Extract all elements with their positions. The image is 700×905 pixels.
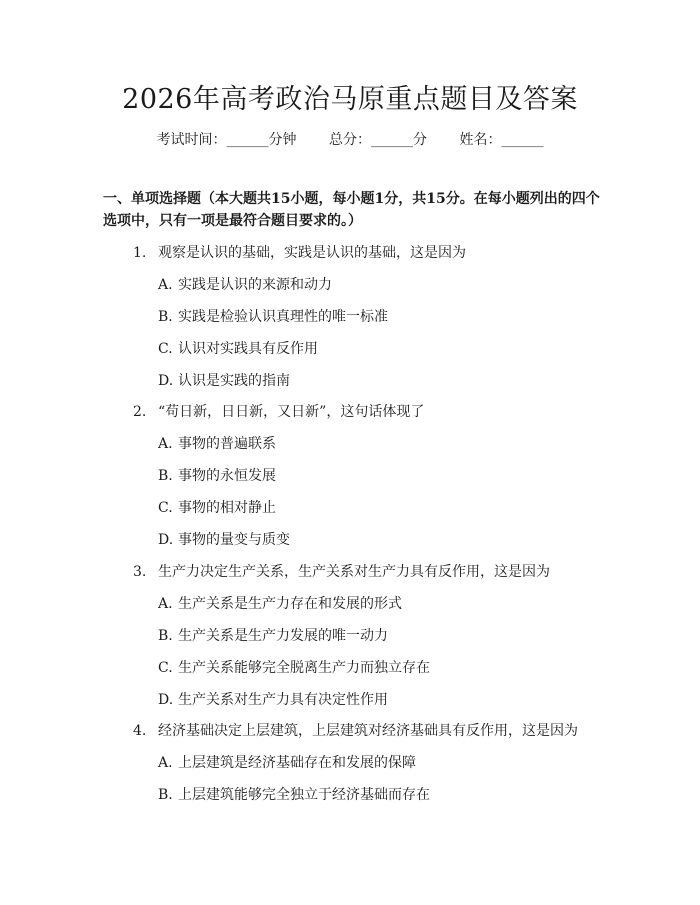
student-name-label: 姓名：______ — [459, 132, 544, 148]
question-2-option-a — [158, 434, 276, 454]
question-1-stem — [133, 243, 466, 263]
question-1-option-b — [158, 307, 388, 327]
question-1-option-a — [158, 275, 332, 295]
question-text: “苟日新，日日新，又日新”，这句话体现了 — [158, 404, 425, 420]
question-3-stem — [133, 562, 550, 582]
option-text: 上层建筑能够完全独立于经济基础而存在 — [178, 787, 430, 803]
option-text: 生产关系是生产力存在和发展的形式 — [178, 596, 402, 612]
question-3-option-d — [158, 690, 388, 710]
question-2-stem — [133, 402, 424, 422]
question-2-option-c — [158, 498, 276, 518]
option-text: 实践是检验认识真理性的唯一标准 — [178, 309, 388, 325]
option-letter: A. — [158, 755, 173, 771]
exam-meta-line — [0, 130, 700, 150]
question-3-option-a — [158, 594, 402, 614]
question-number: 1. — [133, 245, 147, 261]
question-1-option-d — [158, 371, 290, 391]
question-4-option-a — [158, 753, 416, 773]
option-letter: D. — [158, 373, 174, 389]
option-letter: B. — [158, 787, 173, 803]
question-3-option-b — [158, 626, 388, 646]
option-letter: C. — [158, 500, 173, 516]
question-4-stem — [133, 721, 578, 741]
total-score-label: 总分：______分 — [329, 132, 427, 148]
option-text: 事物的永恒发展 — [178, 468, 276, 484]
option-letter: B. — [158, 628, 173, 644]
option-letter: C. — [158, 341, 173, 357]
option-letter: A. — [158, 596, 173, 612]
option-text: 事物的量变与质变 — [178, 532, 290, 548]
question-number: 4. — [133, 723, 147, 739]
option-text: 事物的普遍联系 — [178, 436, 276, 452]
exam-time-label: 考试时间：______分钟 — [156, 132, 297, 148]
question-1-option-c — [158, 339, 318, 359]
option-text: 生产关系对生产力具有决定性作用 — [178, 692, 388, 708]
option-letter: D. — [158, 532, 174, 548]
option-letter: A. — [158, 436, 173, 452]
question-2-option-b — [158, 466, 276, 486]
option-letter: B. — [158, 468, 173, 484]
option-text: 生产关系是生产力发展的唯一动力 — [178, 628, 388, 644]
question-text: 生产力决定生产关系，生产关系对生产力具有反作用，这是因为 — [158, 564, 550, 580]
question-4-option-b — [158, 785, 430, 805]
option-text: 上层建筑是经济基础存在和发展的保障 — [178, 755, 416, 771]
question-number: 2. — [133, 404, 147, 420]
page-title: 2026年高考政治马原重点题目及答案 — [122, 84, 578, 115]
option-text: 认识是实践的指南 — [178, 373, 290, 389]
question-2-option-d — [158, 530, 290, 550]
option-letter: C. — [158, 660, 173, 676]
option-text: 事物的相对静止 — [178, 500, 276, 516]
question-number: 3. — [133, 564, 147, 580]
option-letter: A. — [158, 277, 173, 293]
option-text: 认识对实践具有反作用 — [178, 341, 318, 357]
section-heading: 一、单项选择题（本大题共15小题，每小题1分，共15分。在每小题列出的四个选项中，只有一项是最符合题目要求的。） — [103, 191, 600, 229]
question-text: 观察是认识的基础，实践是认识的基础，这是因为 — [158, 245, 466, 261]
option-letter: B. — [158, 309, 173, 325]
option-text: 实践是认识的来源和动力 — [178, 277, 332, 293]
question-3-option-c — [158, 658, 430, 678]
option-text: 生产关系能够完全脱离生产力而独立存在 — [178, 660, 430, 676]
question-text: 经济基础决定上层建筑，上层建筑对经济基础具有反作用，这是因为 — [158, 723, 578, 739]
option-letter: D. — [158, 692, 174, 708]
